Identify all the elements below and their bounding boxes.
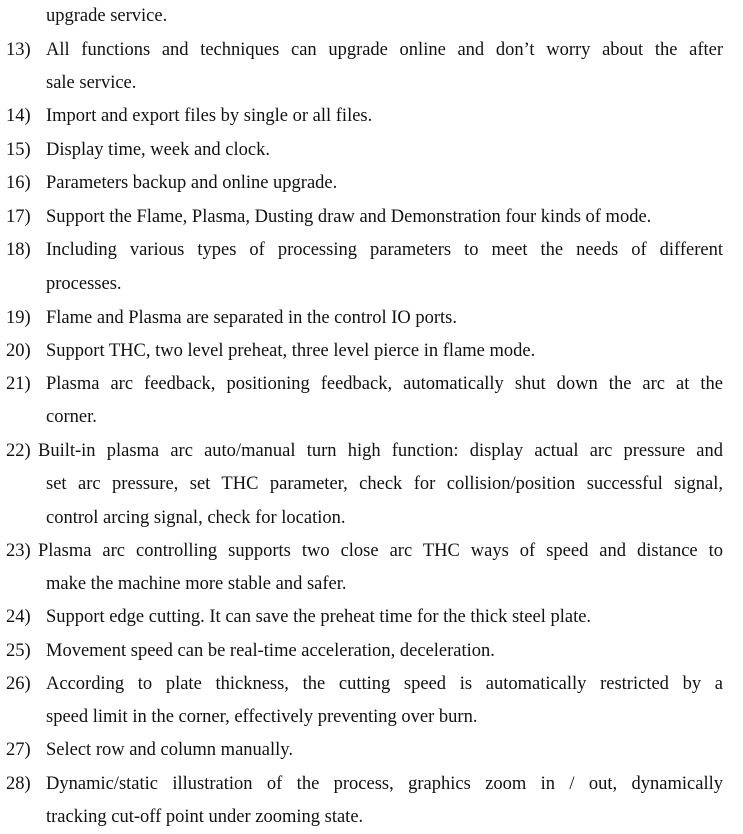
item-text: upgrade service. — [46, 6, 168, 26]
list-item-continuation — [0, 0, 743, 33]
item-text: Flame and Plasma are separated in the control IO ports. — [46, 308, 457, 328]
item-text: set arc pressure, set THC parameter, check for collision/position successful signal, — [46, 474, 723, 494]
item-text: Including various types of processing parameters to meet the needs of different — [46, 240, 723, 260]
item-number: 25) — [6, 641, 31, 661]
item-text: Parameters backup and online upgrade. — [46, 173, 338, 193]
list-item-continuation — [0, 801, 743, 834]
item-text: Plasma arc controlling supports two close arc THC ways of speed and distance to — [38, 541, 723, 561]
list-item-16 — [0, 167, 743, 200]
item-text: make the machine more stable and safer. — [46, 574, 347, 594]
list-item-continuation — [0, 568, 743, 601]
list-item-26 — [0, 668, 743, 701]
item-number: 22) — [6, 441, 31, 461]
item-number: 13) — [6, 40, 31, 60]
item-text: Movement speed can be real-time acceleration, deceleration. — [46, 641, 495, 661]
item-text: sale service. — [46, 73, 137, 93]
item-number: 21) — [6, 374, 31, 394]
list-item-continuation — [0, 701, 743, 734]
item-number: 17) — [6, 207, 31, 227]
item-text: speed limit in the corner, effectively preventing over burn. — [46, 707, 478, 727]
item-number: 14) — [6, 106, 31, 126]
list-item-23 — [0, 535, 743, 568]
list-item-continuation — [0, 67, 743, 100]
item-text: Support THC, two level preheat, three level pierce in flame mode. — [46, 341, 536, 361]
item-text: processes. — [46, 274, 122, 294]
item-number: 27) — [6, 740, 31, 760]
list-item-13 — [0, 34, 743, 67]
list-item-24 — [0, 601, 743, 634]
item-text: Support edge cutting. It can save the preheat time for the thick steel plate. — [46, 607, 592, 627]
item-number: 19) — [6, 308, 31, 328]
item-text: Import and export files by single or all files. — [46, 106, 373, 126]
item-text: tracking cut-off point under zooming state. — [46, 807, 364, 827]
item-number: 23) — [6, 541, 31, 561]
list-item-continuation — [0, 401, 743, 434]
item-number: 15) — [6, 140, 31, 160]
item-text: Select row and column manually. — [46, 740, 293, 760]
list-item-25 — [0, 635, 743, 668]
item-number: 20) — [6, 341, 31, 361]
list-item-14 — [0, 100, 743, 133]
item-text: According to plate thickness, the cutting speed is automatically restricted by a — [46, 674, 723, 694]
list-item-continuation — [0, 502, 743, 535]
list-item-15 — [0, 134, 743, 167]
item-number: 26) — [6, 674, 31, 694]
item-text: corner. — [46, 407, 97, 427]
list-item-27 — [0, 734, 743, 767]
item-text: Support the Flame, Plasma, Dusting draw and Demonstration four kinds of mode. — [46, 207, 652, 227]
list-item-21 — [0, 368, 743, 401]
item-number: 16) — [6, 173, 31, 193]
list-item-continuation — [0, 468, 743, 501]
item-text: All functions and techniques can upgrade online and don’t worry about the after — [46, 40, 723, 60]
item-text: Built-in plasma arc auto/manual turn high function: display actual arc pressure and — [38, 441, 723, 461]
item-number: 24) — [6, 607, 31, 627]
list-item-19 — [0, 302, 743, 335]
list-item-18 — [0, 234, 743, 267]
item-text: Dynamic/static illustration of the process, graphics zoom in / out, dynamically — [46, 774, 723, 794]
item-text: Display time, week and clock. — [46, 140, 270, 160]
item-text: control arcing signal, check for location. — [46, 508, 346, 528]
list-item-22 — [0, 435, 743, 468]
item-number: 28) — [6, 774, 31, 794]
list-item-continuation — [0, 268, 743, 301]
item-number: 18) — [6, 240, 31, 260]
list-item-20 — [0, 335, 743, 368]
list-item-28 — [0, 768, 743, 801]
list-item-17 — [0, 201, 743, 234]
item-text: Plasma arc feedback, positioning feedback, automatically shut down the arc at the — [46, 374, 723, 394]
